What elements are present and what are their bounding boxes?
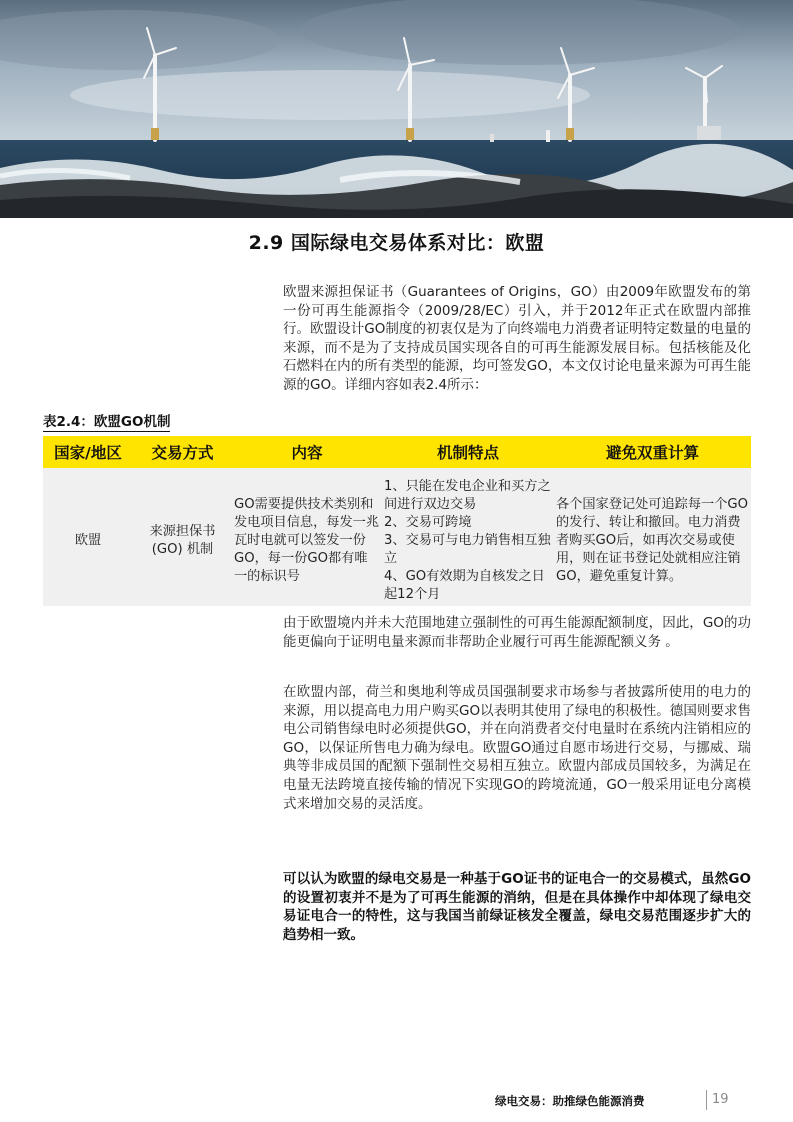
feature-item: 4、GO有效期为自核发之日起12个月: [384, 569, 545, 602]
cell-features: [382, 468, 554, 606]
footer-title: 绿电交易：助推绿色能源消费: [495, 1094, 645, 1108]
table-header-cell: 机制特点: [382, 436, 554, 468]
feature-item: 3、交易可与电力销售相互独立: [384, 533, 551, 566]
cell-region: 欧盟: [43, 468, 133, 606]
table-caption: 表2.4：欧盟GO机制: [43, 414, 171, 430]
feature-item: 1、只能在发电企业和买方之间进行双边交易: [384, 479, 551, 512]
feature-item: 2、交易可跨境: [384, 515, 472, 530]
footer-divider: [706, 1090, 707, 1110]
table-header-row: [43, 436, 751, 468]
table-header-cell: 内容: [232, 436, 382, 468]
table-header-cell: 避免双重计算: [554, 436, 751, 468]
hero-image-wind-turbines: [0, 0, 793, 218]
table-header-cell: 交易方式: [133, 436, 232, 468]
section-title: 2.9 国际绿电交易体系对比：欧盟: [248, 232, 545, 254]
intro-paragraph: 欧盟来源担保证书（Guarantees of Origins，GO）由2009年欧盟发布的第一份可再生能源指令（2009/28/EC）引入，并于2012年正式在欧盟内部推行。欧盟设计GO制度的初衷仅是为了向终端电力消费者证明特定数量的电量的来源，而不是为了支持成员国实现各自的可再生能源发展目标。包括核能及化石燃料在内的所有类型的能源，均可签发GO，本文仅讨论电量来源为可再生能源的GO。详细内容如表2.4所示：: [283, 284, 751, 393]
paragraph-3: 在欧盟内部，荷兰和奥地利等成员国强制要求市场参与者披露所使用的电力的来源，用以提高电力用户购买GO以表明其使用了绿电的积极性。德国则要求售电公司销售绿电时必须提供GO，并在向消费者交付电量时在系统内注销相应的GO，以保证所售电力确为绿电。欧盟GO通过自愿市场进行交易，与挪威、瑞典等非成员国的配额下强制性交易相互独立。欧盟内部成员国较多，为满足在电量无法跨境直接传输的情况下实现GO的跨境流通，GO一般采用证电分离模式来增加交易的灵活度。: [283, 684, 751, 812]
page-number: 19: [712, 1092, 729, 1107]
cell-double-counting: 各个国家登记处可追踪每一个GO的发行、转让和撤回。电力消费者购买GO后，如再次交易或使用，则在证书登记处就相应注销GO，避免重复计算。: [554, 468, 751, 606]
conclusion-paragraph: 可以认为欧盟的绿电交易是一种基于GO证书的证电合一的交易模式，虽然GO的设置初衷并不是为了可再生能源的消纳，但是在具体操作中却体现了绿电交易证电合一的特性，这与我国当前绿证核发全覆盖，绿电交易范围逐步扩大的趋势相一致。: [283, 871, 751, 943]
table-header-cell: 国家/地区: [43, 436, 133, 468]
cell-method: 来源担保书(GO) 机制: [133, 468, 232, 606]
go-mechanism-table: [43, 436, 751, 606]
paragraph-2: 由于欧盟境内并未大范围地建立强制性的可再生能源配额制度，因此，GO的功能更偏向于证明电量来源而非帮助企业履行可再生能源配额义务 。: [283, 615, 751, 650]
cell-content: GO需要提供技术类别和发电项目信息，每发一兆瓦时电就可以签发一份GO，每一份GO都有唯一的标识号: [232, 468, 382, 606]
table-row: [43, 468, 751, 606]
